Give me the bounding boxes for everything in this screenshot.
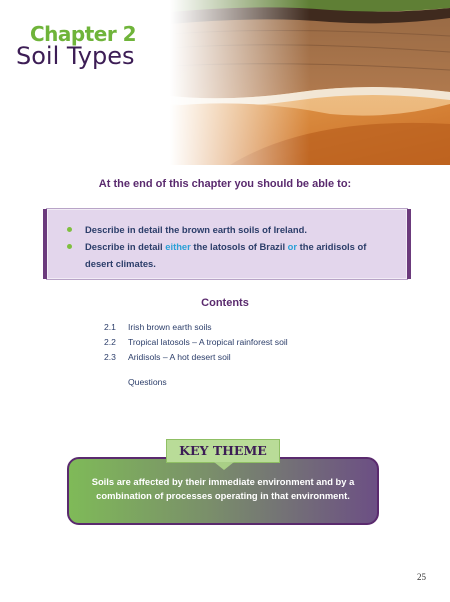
objectives-box xyxy=(46,208,408,280)
toc-number: 2.3 xyxy=(104,352,116,362)
chapter-title: Soil Types xyxy=(16,42,135,70)
objective-highlight-either: either xyxy=(165,241,191,252)
toc-text: Irish brown earth soils xyxy=(128,322,212,332)
key-theme-text: Soils are affected by their immediate environment and by a combination of processes operating in that environment. xyxy=(91,476,355,501)
objective-text-part: the latosols of Brazil xyxy=(190,241,288,252)
objective-text: Describe in detail the brown earth soils of Ireland. xyxy=(85,224,307,235)
toc-item[interactable] xyxy=(104,335,288,350)
key-theme-pointer xyxy=(214,462,234,470)
box-left-accent xyxy=(43,209,47,279)
toc-questions[interactable]: Questions xyxy=(128,377,167,387)
objective-text-part: the aridisols of desert climates. xyxy=(85,241,367,269)
objective-text-part: Describe in detail xyxy=(85,241,166,252)
toc-text: Tropical latosols – A tropical rainforest soil xyxy=(128,337,288,347)
objectives-list xyxy=(65,221,397,272)
toc-number: 2.1 xyxy=(104,322,116,332)
bullet-icon xyxy=(67,227,72,232)
objective-item xyxy=(65,238,397,272)
box-right-accent xyxy=(407,209,411,279)
hero-soil-desert-image xyxy=(170,0,450,165)
chapter-label: Chapter 2 xyxy=(30,22,137,46)
objective-item xyxy=(65,221,397,238)
toc-item[interactable] xyxy=(104,350,288,365)
bullet-icon xyxy=(67,244,72,249)
toc-number: 2.2 xyxy=(104,337,116,347)
objective-highlight-or: or xyxy=(287,241,298,252)
toc-item[interactable] xyxy=(104,320,288,335)
key-theme-label: KEY THEME xyxy=(166,439,280,463)
table-of-contents xyxy=(104,320,288,390)
objectives-heading: At the end of this chapter you should be able to: xyxy=(98,178,352,190)
page-number: 25 xyxy=(417,572,426,582)
toc-text: Aridisols – A hot desert soil xyxy=(128,352,231,362)
contents-title: Contents xyxy=(201,297,249,309)
